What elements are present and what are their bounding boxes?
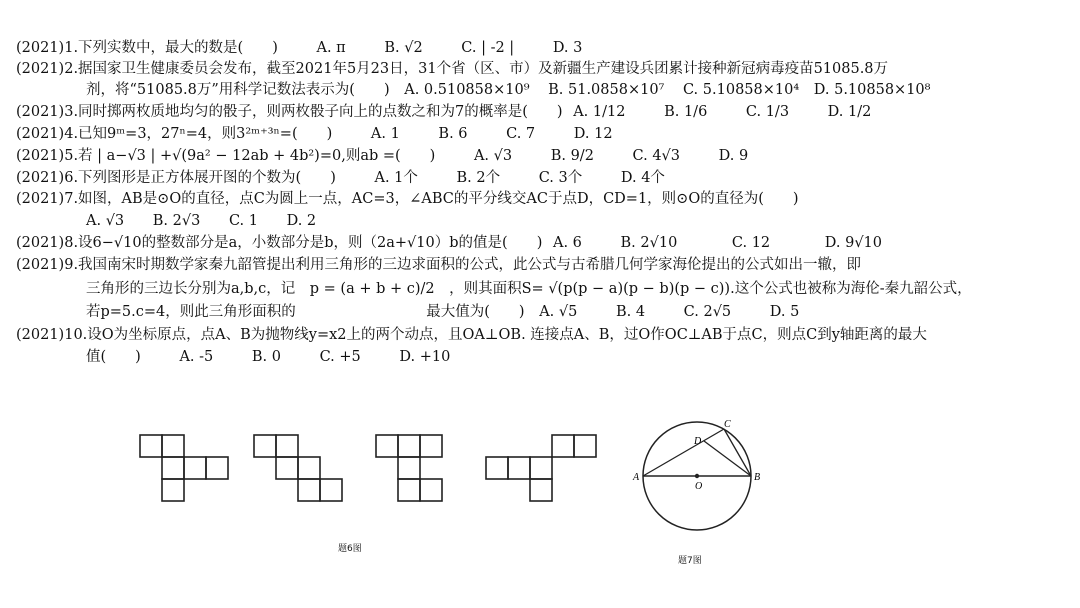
label-c: C [724,419,731,430]
question-6: (2021)6.下列图形是正方体展开图的个数为( ) A. 1个 B. 2个 C. 3个 D. 4个 [16,170,665,186]
cube-net-4 [486,435,596,501]
cube-net-1 [140,435,228,501]
question-2-cont: 剂，将“51085.8万”用科学记数法表示为( ) A. 0.510858×10⁹ B. 51.0858×10⁷ C. 5.10858×10⁴ D. 5.10858×10⁸ [86,82,931,98]
figure-7-circle [628,418,768,546]
question-9: (2021)9.我国南宋时期数学家秦九韶管提出利用三角形的三边求面积的公式，此公式与古希腊几何学家海伦提出的公式如出一辙，即 [16,257,862,273]
question-7-options: A. √3 B. 2√3 C. 1 D. 2 [86,213,317,229]
figure-6-cube-nets [130,425,610,505]
cube-net-3 [376,435,442,501]
question-2: (2021)2.据国家卫生健康委员会发布，截至2021年5月23日，31个省（区、市）及新疆生产建设兵团累计接种新冠病毒疫苗51085.8万 [16,61,889,77]
question-1: (2021)1.下列实数中，最大的数是( ) A. π B. √2 C. | -2 | D. 3 [16,40,583,56]
question-9-cont2: 若p=5.c=4，则此三角形面积的 最大值为( ) A. √5 B. 4 C. 2√5 D. 5 [86,304,800,320]
question-10-cont: 值( ) A. -5 B. 0 C. +5 D. +10 [86,349,451,365]
figure-6-caption: 题6图 [338,544,362,554]
figure-7-caption: 题7图 [678,556,702,566]
question-7: (2021)7.如图，AB是⊙O的直径，点C为圆上一点，AC=3，∠ABC的平分线交AC于点D，CD=1，则⊙O的直径为( ) [16,191,799,207]
question-9-cont: 三角形的三边长分别为a,b,c，记 p = (a + b + c)/2 ，则其面积S= √(p(p − a)(p − b)(p − c)).这个公式也被称为海伦-秦九韶公式， [86,281,972,297]
question-5: (2021)5.若 | a−√3 | +√(9a² − 12ab + 4b²)=0,则ab =( ) A. √3 B. 9/2 C. 4√3 D. 9 [16,148,749,164]
question-3: (2021)3.同时掷两枚质地均匀的骰子，则两枚骰子向上的点数之和为7的概率是( ) A. 1/12 B. 1/6 C. 1/3 D. 1/2 [16,104,872,120]
label-o: O [695,481,703,492]
cube-net-2 [254,435,342,501]
question-4: (2021)4.已知9ᵐ=3，27ⁿ=4，则3²ᵐ⁺³ⁿ=( ) A. 1 B. 6 C. 7 D. 12 [16,126,613,142]
label-d: D [694,436,702,447]
question-10: (2021)10.设O为坐标原点，点A、B为抛物线y=x2上的两个动点，且OA⊥OB. 连接点A、B，过O作OC⊥AB于点C，则点C到y轴距离的最大 [16,327,927,343]
question-8: (2021)8.设6−√10的整数部分是a，小数部分是b，则（2a+√10）b的值是( ) A. 6 B. 2√10 C. 12 D. 9√10 [16,235,883,251]
label-a: A [633,472,640,483]
label-b: B [754,472,761,483]
